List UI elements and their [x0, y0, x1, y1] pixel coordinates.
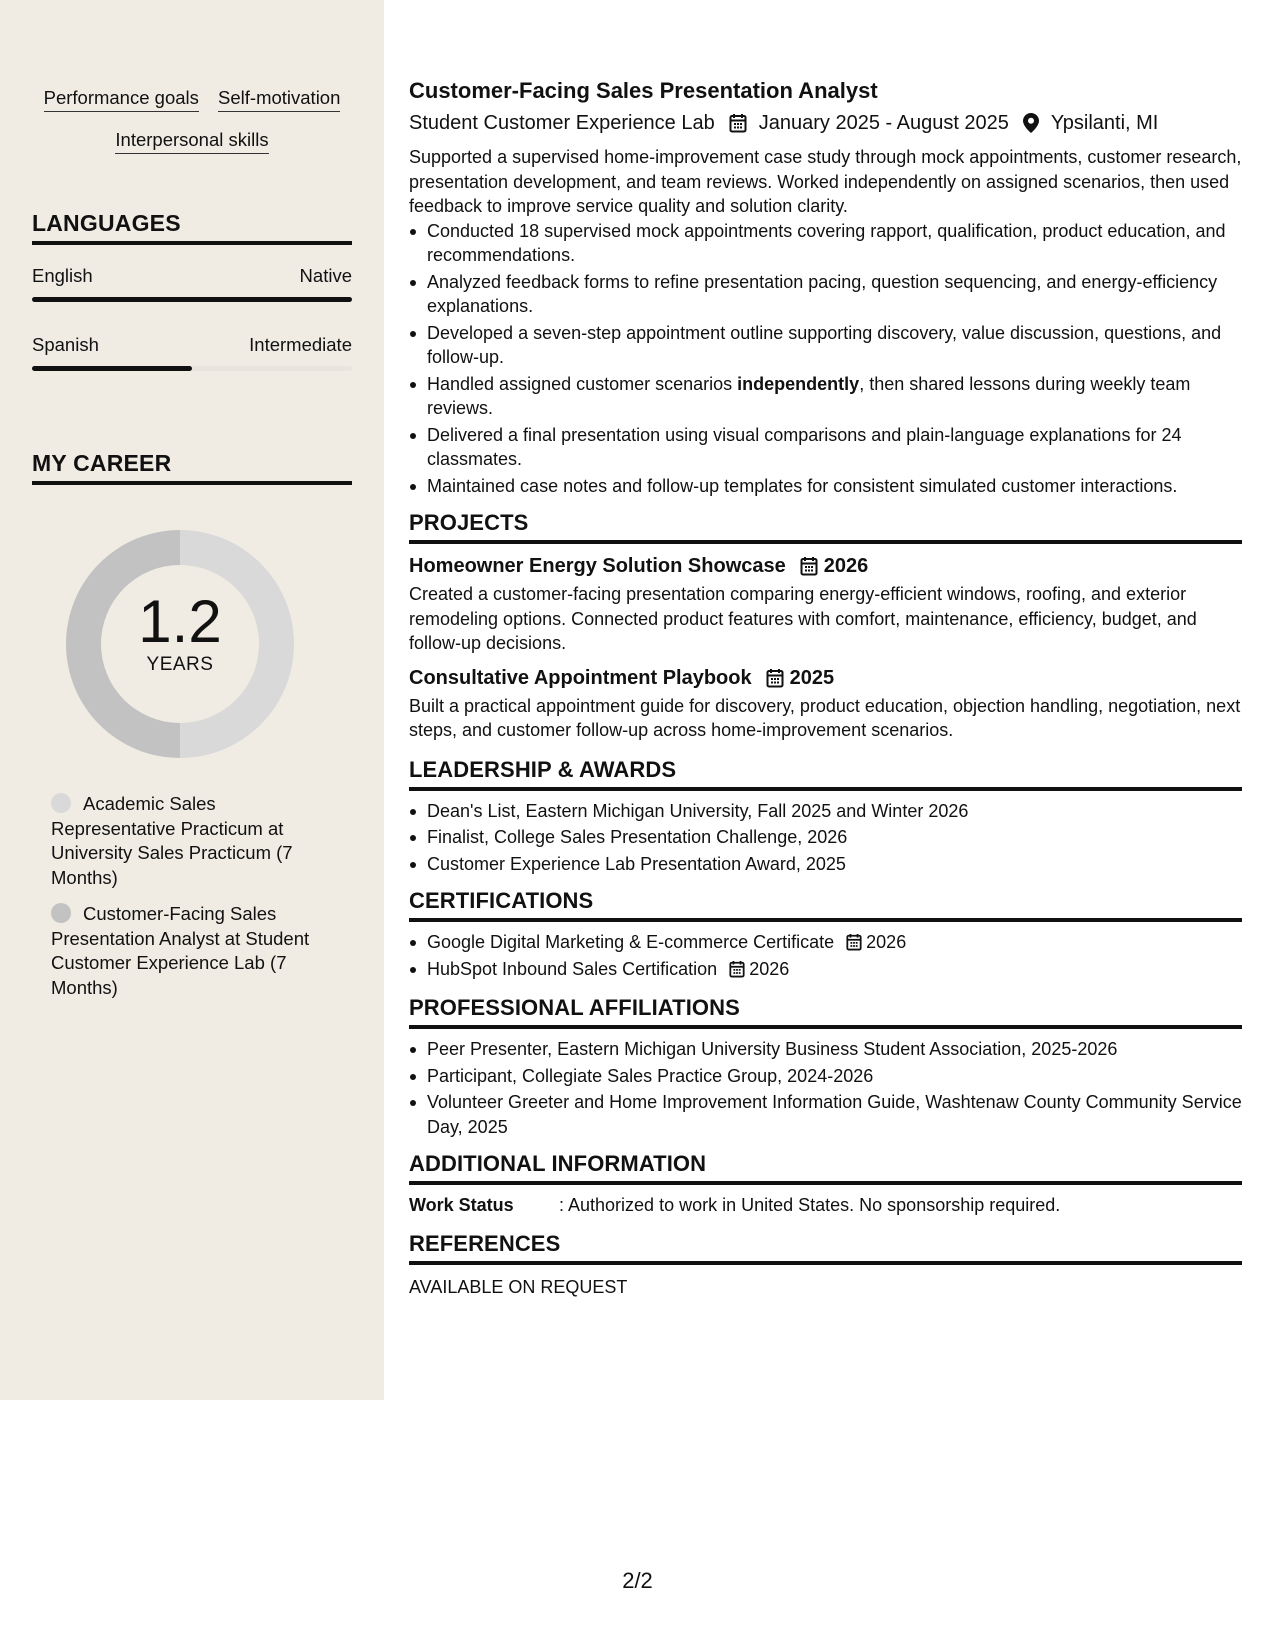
- job-meta: [409, 107, 1242, 139]
- certification-name: Google Digital Marketing & E-commerce Certificate: [427, 932, 835, 952]
- job-company: Student Customer Experience Lab: [409, 112, 715, 134]
- project-year: 2026: [823, 555, 869, 577]
- skills-list: [32, 86, 352, 170]
- project-title: Homeowner Energy Solution Showcase: [409, 555, 786, 577]
- language-level: Native: [299, 265, 352, 286]
- languages-heading: LANGUAGES: [32, 210, 352, 245]
- calendar-icon: [729, 960, 745, 978]
- legend-dot-icon: [51, 793, 71, 813]
- project-desc: Built a practical appointment guide for discovery, product education, objection handling, negotiation, next steps, and customer follow-up across home-improvement scenarios.: [409, 695, 1241, 740]
- language-bar: [32, 297, 352, 302]
- career-legend-item: [51, 792, 331, 890]
- work-status-value: : Authorized to work in United States. No sponsorship required.: [559, 1195, 1061, 1215]
- projects-heading: PROJECTS: [409, 510, 1242, 544]
- certification-year: 2026: [866, 932, 907, 952]
- job-summary: Supported a supervised home-improvement case study through mock appointments, customer research, presentation development, and team reviews. Worked independently on assigned scenarios, then used feedback to improve service quality and solution clarity.: [409, 147, 1242, 216]
- sidebar: [0, 0, 384, 1400]
- certification-name: HubSpot Inbound Sales Certification: [427, 958, 718, 979]
- project-item: [409, 552, 1242, 656]
- references-heading: REFERENCES: [409, 1231, 1242, 1265]
- career-donut: [66, 530, 294, 758]
- job-bullet-text: Handled assigned customer scenarios: [427, 373, 738, 394]
- leadership-list: [409, 799, 1242, 877]
- calendar-icon: [846, 933, 862, 951]
- affiliation-item: Peer Presenter, Eastern Michigan University Business Student Association, 2025-2026: [409, 1037, 1242, 1062]
- work-status-label: Work Status: [409, 1195, 514, 1215]
- job-dates: January 2025 - August 2025: [758, 112, 1009, 134]
- leadership-item: Customer Experience Lab Presentation Award, 2025: [409, 852, 1242, 877]
- job-bullet-emphasis: independently: [737, 373, 860, 394]
- language-bar-fill: [32, 366, 192, 371]
- project-item: [409, 664, 1242, 743]
- job-location: Ypsilanti, MI: [1050, 112, 1159, 134]
- job-title: Customer-Facing Sales Presentation Analyst: [409, 78, 878, 103]
- career-legend: [51, 792, 331, 1012]
- career-total-unit: YEARS: [146, 654, 214, 675]
- affiliation-item: Participant, Collegiate Sales Practice Group, 2024-2026: [409, 1064, 1242, 1089]
- project-desc: Created a customer-facing presentation comparing energy-efficient windows, roofing, and exterior remodeling options. Connected product features with comfort, maintenance, efficiency, budget, and follow-up decisions.: [409, 584, 1197, 653]
- leadership-item: Finalist, College Sales Presentation Challenge, 2026: [409, 825, 1242, 850]
- career-total-number: 1.2: [138, 588, 222, 655]
- skill-tag: Performance goals: [44, 86, 199, 112]
- project-title-row: [409, 664, 1242, 692]
- job-bullet: Delivered a final presentation using visual comparisons and plain-language explanations for 24 classmates.: [409, 423, 1242, 472]
- references-text: AVAILABLE ON REQUEST: [409, 1277, 628, 1297]
- job-bullet: Developed a seven-step appointment outline supporting discovery, value discussion, questions, and follow-up.: [409, 321, 1242, 370]
- job-bullet: Conducted 18 supervised mock appointments covering rapport, qualification, product education, and recommendations.: [409, 219, 1242, 268]
- leadership-heading: LEADERSHIP & AWARDS: [409, 757, 1242, 791]
- language-bar: [32, 366, 352, 371]
- affiliations-heading: PROFESSIONAL AFFILIATIONS: [409, 995, 1242, 1029]
- additional-heading: ADDITIONAL INFORMATION: [409, 1151, 1242, 1185]
- affiliation-item: Volunteer Greeter and Home Improvement Information Guide, Washtenaw County Community Service Day, 2025: [409, 1090, 1242, 1139]
- affiliations-list: [409, 1037, 1242, 1139]
- language-row-english: [32, 265, 352, 287]
- job-bullet-text: , then shared lessons during weekly team reviews.: [427, 373, 1191, 418]
- calendar-icon: [729, 113, 747, 133]
- language-name: Spanish: [32, 334, 99, 355]
- job-bullet: [409, 372, 1242, 421]
- career-section: [32, 450, 352, 485]
- calendar-icon: [800, 556, 818, 576]
- career-total: [66, 590, 294, 676]
- certifications-heading: CERTIFICATIONS: [409, 888, 1242, 922]
- page-number: 2/2: [622, 1568, 653, 1593]
- language-bar-fill: [32, 297, 352, 302]
- location-pin-icon: [1023, 113, 1039, 133]
- career-legend-label: Customer-Facing Sales Presentation Analyst at Student Customer Experience Lab (7 Months): [51, 903, 310, 998]
- certifications-list: [409, 930, 1242, 981]
- experience-entry: [409, 76, 1242, 498]
- main-content: [409, 76, 1242, 1300]
- language-row-spanish: [32, 334, 352, 356]
- skill-tag: Interpersonal skills: [115, 128, 268, 154]
- legend-dot-icon: [51, 903, 71, 923]
- job-bullets: [409, 219, 1242, 499]
- leadership-item: Dean's List, Eastern Michigan University, Fall 2025 and Winter 2026: [409, 799, 1242, 824]
- certification-year: 2026: [749, 958, 790, 979]
- skill-tag: Self-motivation: [218, 86, 340, 112]
- project-title-row: [409, 552, 1242, 580]
- languages-section: [32, 210, 352, 371]
- job-bullet: Maintained case notes and follow-up templates for consistent simulated customer interactions.: [409, 474, 1242, 499]
- language-level: Intermediate: [249, 334, 352, 355]
- certification-item: [409, 957, 1242, 982]
- work-status-row: [409, 1193, 1242, 1217]
- project-year: 2025: [789, 666, 835, 689]
- language-name: English: [32, 265, 93, 286]
- career-legend-item: [51, 902, 331, 1000]
- project-title: Consultative Appointment Playbook: [409, 666, 752, 689]
- certification-item: [409, 930, 1242, 955]
- job-bullet: Analyzed feedback forms to refine presentation pacing, question sequencing, and energy-efficiency explanations.: [409, 270, 1242, 319]
- career-legend-label: Academic Sales Representative Practicum at University Sales Practicum (7 Months): [51, 793, 293, 888]
- calendar-icon: [766, 668, 784, 688]
- career-heading: MY CAREER: [32, 450, 352, 485]
